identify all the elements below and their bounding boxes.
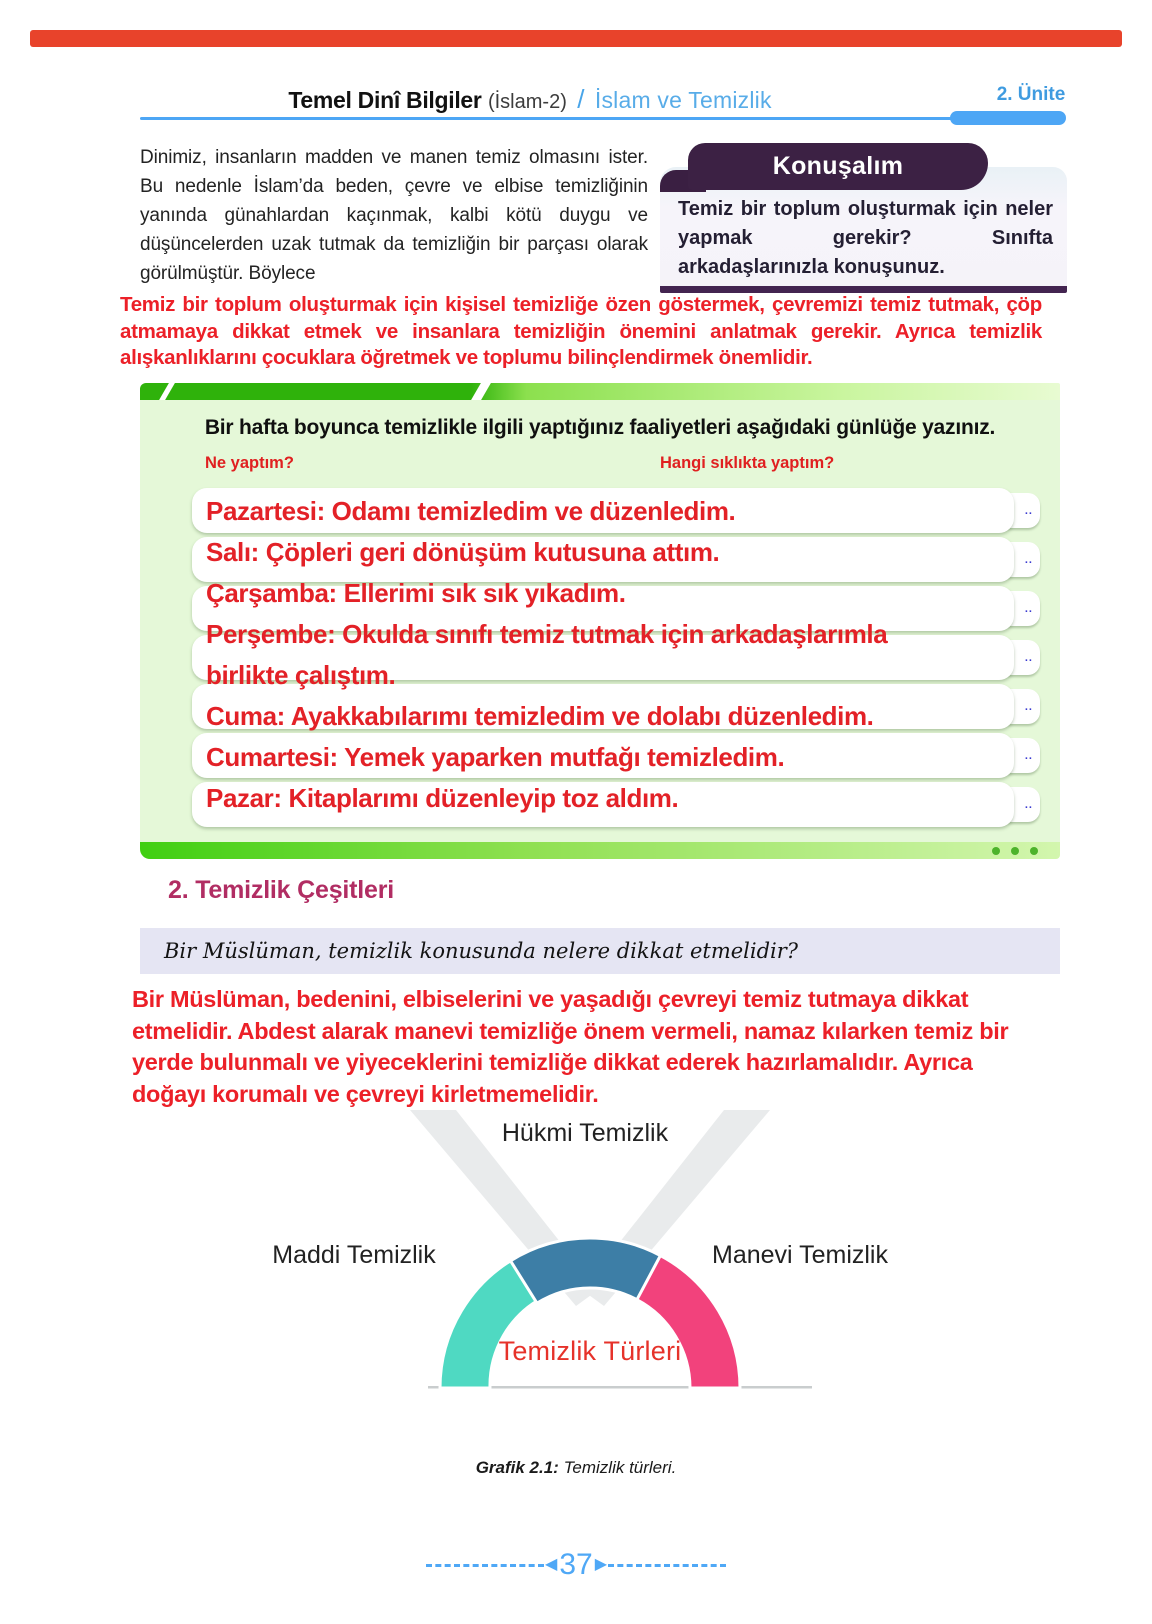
dotted-mark: .. <box>1024 798 1033 811</box>
dot <box>1011 847 1019 855</box>
footer-left-arrow-icon: ◀ <box>545 1556 558 1573</box>
journal-handwritten-entries <box>206 491 1006 819</box>
top-bar-notch <box>159 383 175 400</box>
journal-entry: Perşembe: Okulda sınıfı temiz tutmak için arkadaşlarımla <box>206 619 888 649</box>
journal-entry: birlikte çalıştım. <box>206 660 396 690</box>
activity-body <box>140 400 1060 842</box>
dotted-mark: .. <box>1024 700 1033 713</box>
footer-dash-right <box>608 1564 726 1567</box>
dotted-mark: .. <box>1024 602 1033 615</box>
book-subtitle: (İslam-2) <box>487 91 567 113</box>
journal-entry: Cumartesi: Yemek yaparken mutfağı temizledim. <box>206 742 785 772</box>
dot <box>992 847 1000 855</box>
segment-manevi <box>637 1256 740 1388</box>
caption-number: Grafik 2.1: <box>475 1458 559 1477</box>
dotted-mark: .. <box>1024 651 1033 664</box>
top-accent-bar <box>30 30 1122 47</box>
diagram-label-hukmi: Hükmi Temizlik <box>501 1119 669 1147</box>
page-header <box>0 84 1060 115</box>
page-footer <box>0 1550 1152 1580</box>
footer-dash-left <box>426 1564 544 1567</box>
page-number: 37 <box>559 1548 593 1581</box>
diagram-center-label: Temizlik Türleri <box>498 1336 682 1366</box>
dotted-mark: .. <box>1024 504 1033 517</box>
diagram-label-manevi: Manevi Temizlik <box>712 1241 888 1269</box>
activity-instruction: Bir hafta boyunca temizlikle ilgili yaptığınız faaliyetleri aşağıdaki günlüğe yazınız. <box>204 416 996 439</box>
diagram-label-maddi: Maddi Temizlik <box>272 1241 436 1269</box>
konusalim-box <box>660 143 1067 293</box>
konusalim-title-tab: Konuşalım <box>688 143 988 190</box>
activity-box <box>140 383 1060 859</box>
label-what-i-did: Ne yaptım? <box>205 454 294 472</box>
activity-top-bar <box>140 383 1060 400</box>
section-heading: 2. Temizlik Çeşitleri <box>168 876 394 904</box>
activity-bottom-bar <box>140 842 1060 859</box>
dotted-mark: .. <box>1024 749 1033 762</box>
journal-entry: Salı: Çöpleri geri dönüşüm kutusuna attım. <box>206 537 720 567</box>
chapter-title: İslam ve Temizlik <box>594 87 772 113</box>
konusalim-question: Temiz bir toplum oluşturmak için neler yapmak gerekir? Sınıfta arkadaşlarınızla konuşunuz. <box>678 198 1053 278</box>
footer-right-arrow-icon: ▶ <box>594 1556 607 1573</box>
journal-grid <box>192 488 1040 834</box>
dotted-mark: .. <box>1024 553 1033 566</box>
journal-column-labels <box>140 454 1060 482</box>
intro-paragraph: Dinimiz, insanların madden ve manen temiz olmasını ister. Bu nedenle İslam’da beden, çevre ve elbise temizliğinin yanında günahlardan kaçınmak, kalbi kötü duygu ve düşüncelerden uzak tutmak da temizliğin bir parçası olarak görülmüştür. Böylece <box>140 147 648 284</box>
journal-entry: Çarşamba: Ellerimi sık sık yıkadım. <box>206 578 626 608</box>
dot <box>1030 847 1038 855</box>
header-rule-pill <box>950 111 1066 125</box>
title-separator: / <box>577 84 585 114</box>
decoration-dots <box>992 847 1038 855</box>
unit-badge: 2. Ünite <box>996 84 1066 105</box>
figure-caption <box>0 1458 1152 1478</box>
header-rule <box>140 117 1065 120</box>
top-bar-notch <box>471 383 491 400</box>
journal-entry: Cuma: Ayakkabılarımı temizledim ve dolabı düzenledim. <box>206 701 874 731</box>
label-how-often: Hangi sıklıkta yaptım? <box>660 454 835 472</box>
journal-entry: Pazar: Kitaplarımı düzenleyip toz aldım. <box>206 783 679 813</box>
journal-entry: Pazartesi: Odamı temizledim ve düzenledim. <box>206 496 736 526</box>
handwritten-answer-1: Temiz bir toplum oluşturmak için kişisel temizliğe özen göstermek, çevremizi temiz tutmak, çöp atmamaya dikkat etmek ve insanlara temizliğin önemini anlatmak gerekir. Ayrıca temizlik alışkanlıklarını çocuklara öğretmek ve toplumu bilinçlendirmek önemlidir. <box>120 293 1042 369</box>
book-title: Temel Dinî Bilgiler <box>288 87 482 113</box>
question-banner <box>140 928 1060 974</box>
question-text: Bir Müslüman, temizlik konusunda nelere dikkat etmelidir? <box>164 939 799 963</box>
handwritten-answer-2: Bir Müslüman, bedenini, elbiselerini ve yaşadığı çevreyi temiz tutmaya dikkat etmelidir. Abdest alarak manevi temizliğe önem vermeli, namaz kılarken temiz bir yerde bulunmalı ve yiyeceklerini temizliğe dikkat ederek hazırlamalıdır. Ayrıca doğayı korumalı ve çevreyi kirletmemelidir. <box>132 986 1009 1107</box>
caption-text: Temizlik türleri. <box>563 1458 677 1477</box>
